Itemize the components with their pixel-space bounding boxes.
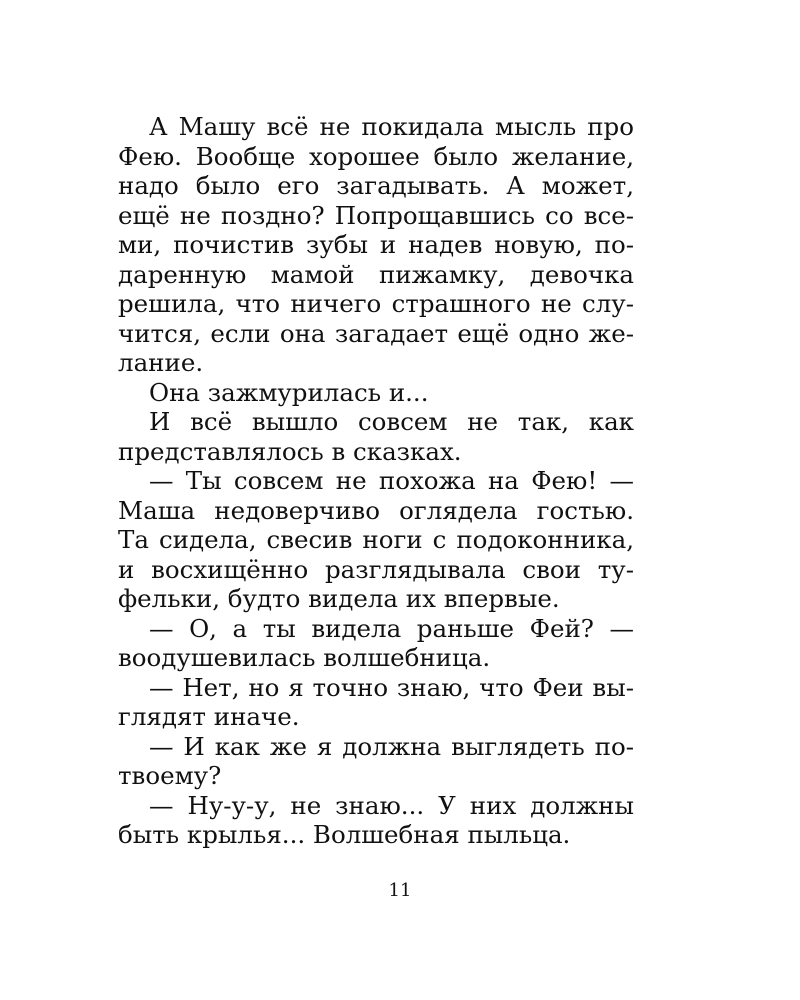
text-line: глядят иначе. [118,702,300,731]
text-line: И всё вышло совсем не так, как [149,407,634,436]
text-line: — Ну-у-у, не знаю... У них должны [149,790,634,820]
page-number: 11 [388,880,412,901]
text-line: представлялось в сказках. [118,436,462,466]
text-line: решила, что ничего страшного не слу- [118,289,634,318]
dialogue-paragraph [118,466,634,614]
text-line: и восхищённо разглядывала свои ту- [118,554,634,584]
dialogue-paragraph [118,791,634,850]
dialogue-paragraph [118,732,634,791]
text-line: даренную мамой пижамку, девочка [118,259,634,289]
dialogue-paragraph [118,673,634,732]
paragraph [118,378,634,408]
text-line: — О, а ты видела раньше Фей? — [149,613,634,643]
text-line: чится, если она загадает ещё одно же- [118,318,634,348]
text-line: — Ты совсем не похожа на Фею! — [149,466,634,495]
text-line: Та сидела, свесив ноги с подоконника, [118,525,634,554]
text-line: воодушевилась волшебница. [118,643,491,672]
text-line: А Машу всё не покидала мысль про [149,112,634,141]
text-line: Она зажмурилась и... [149,377,429,407]
text-line: ми, почистив зубы и надев новую, по- [118,230,634,259]
text-line: — И как же я должна выглядеть по- [149,731,634,761]
text-line: быть крылья... Волшебная пыльца. [118,820,571,849]
text-line: лание. [118,348,204,377]
text-line: ещё не поздно? Попрощавшись со все- [118,200,634,230]
paragraph [118,407,634,466]
body-text [118,112,634,850]
dialogue-paragraph [118,614,634,673]
text-line: надо было его загадывать. А может, [118,171,634,200]
text-line: Маша недоверчиво оглядела гостью. [118,495,634,525]
paragraph [118,112,634,378]
text-line: фельки, будто видела их впервые. [118,584,560,613]
text-line: твоему? [118,761,222,790]
text-line: — Нет, но я точно знаю, что Феи вы- [149,672,634,702]
text-line: Фею. Вообще хорошее было желание, [118,141,634,171]
